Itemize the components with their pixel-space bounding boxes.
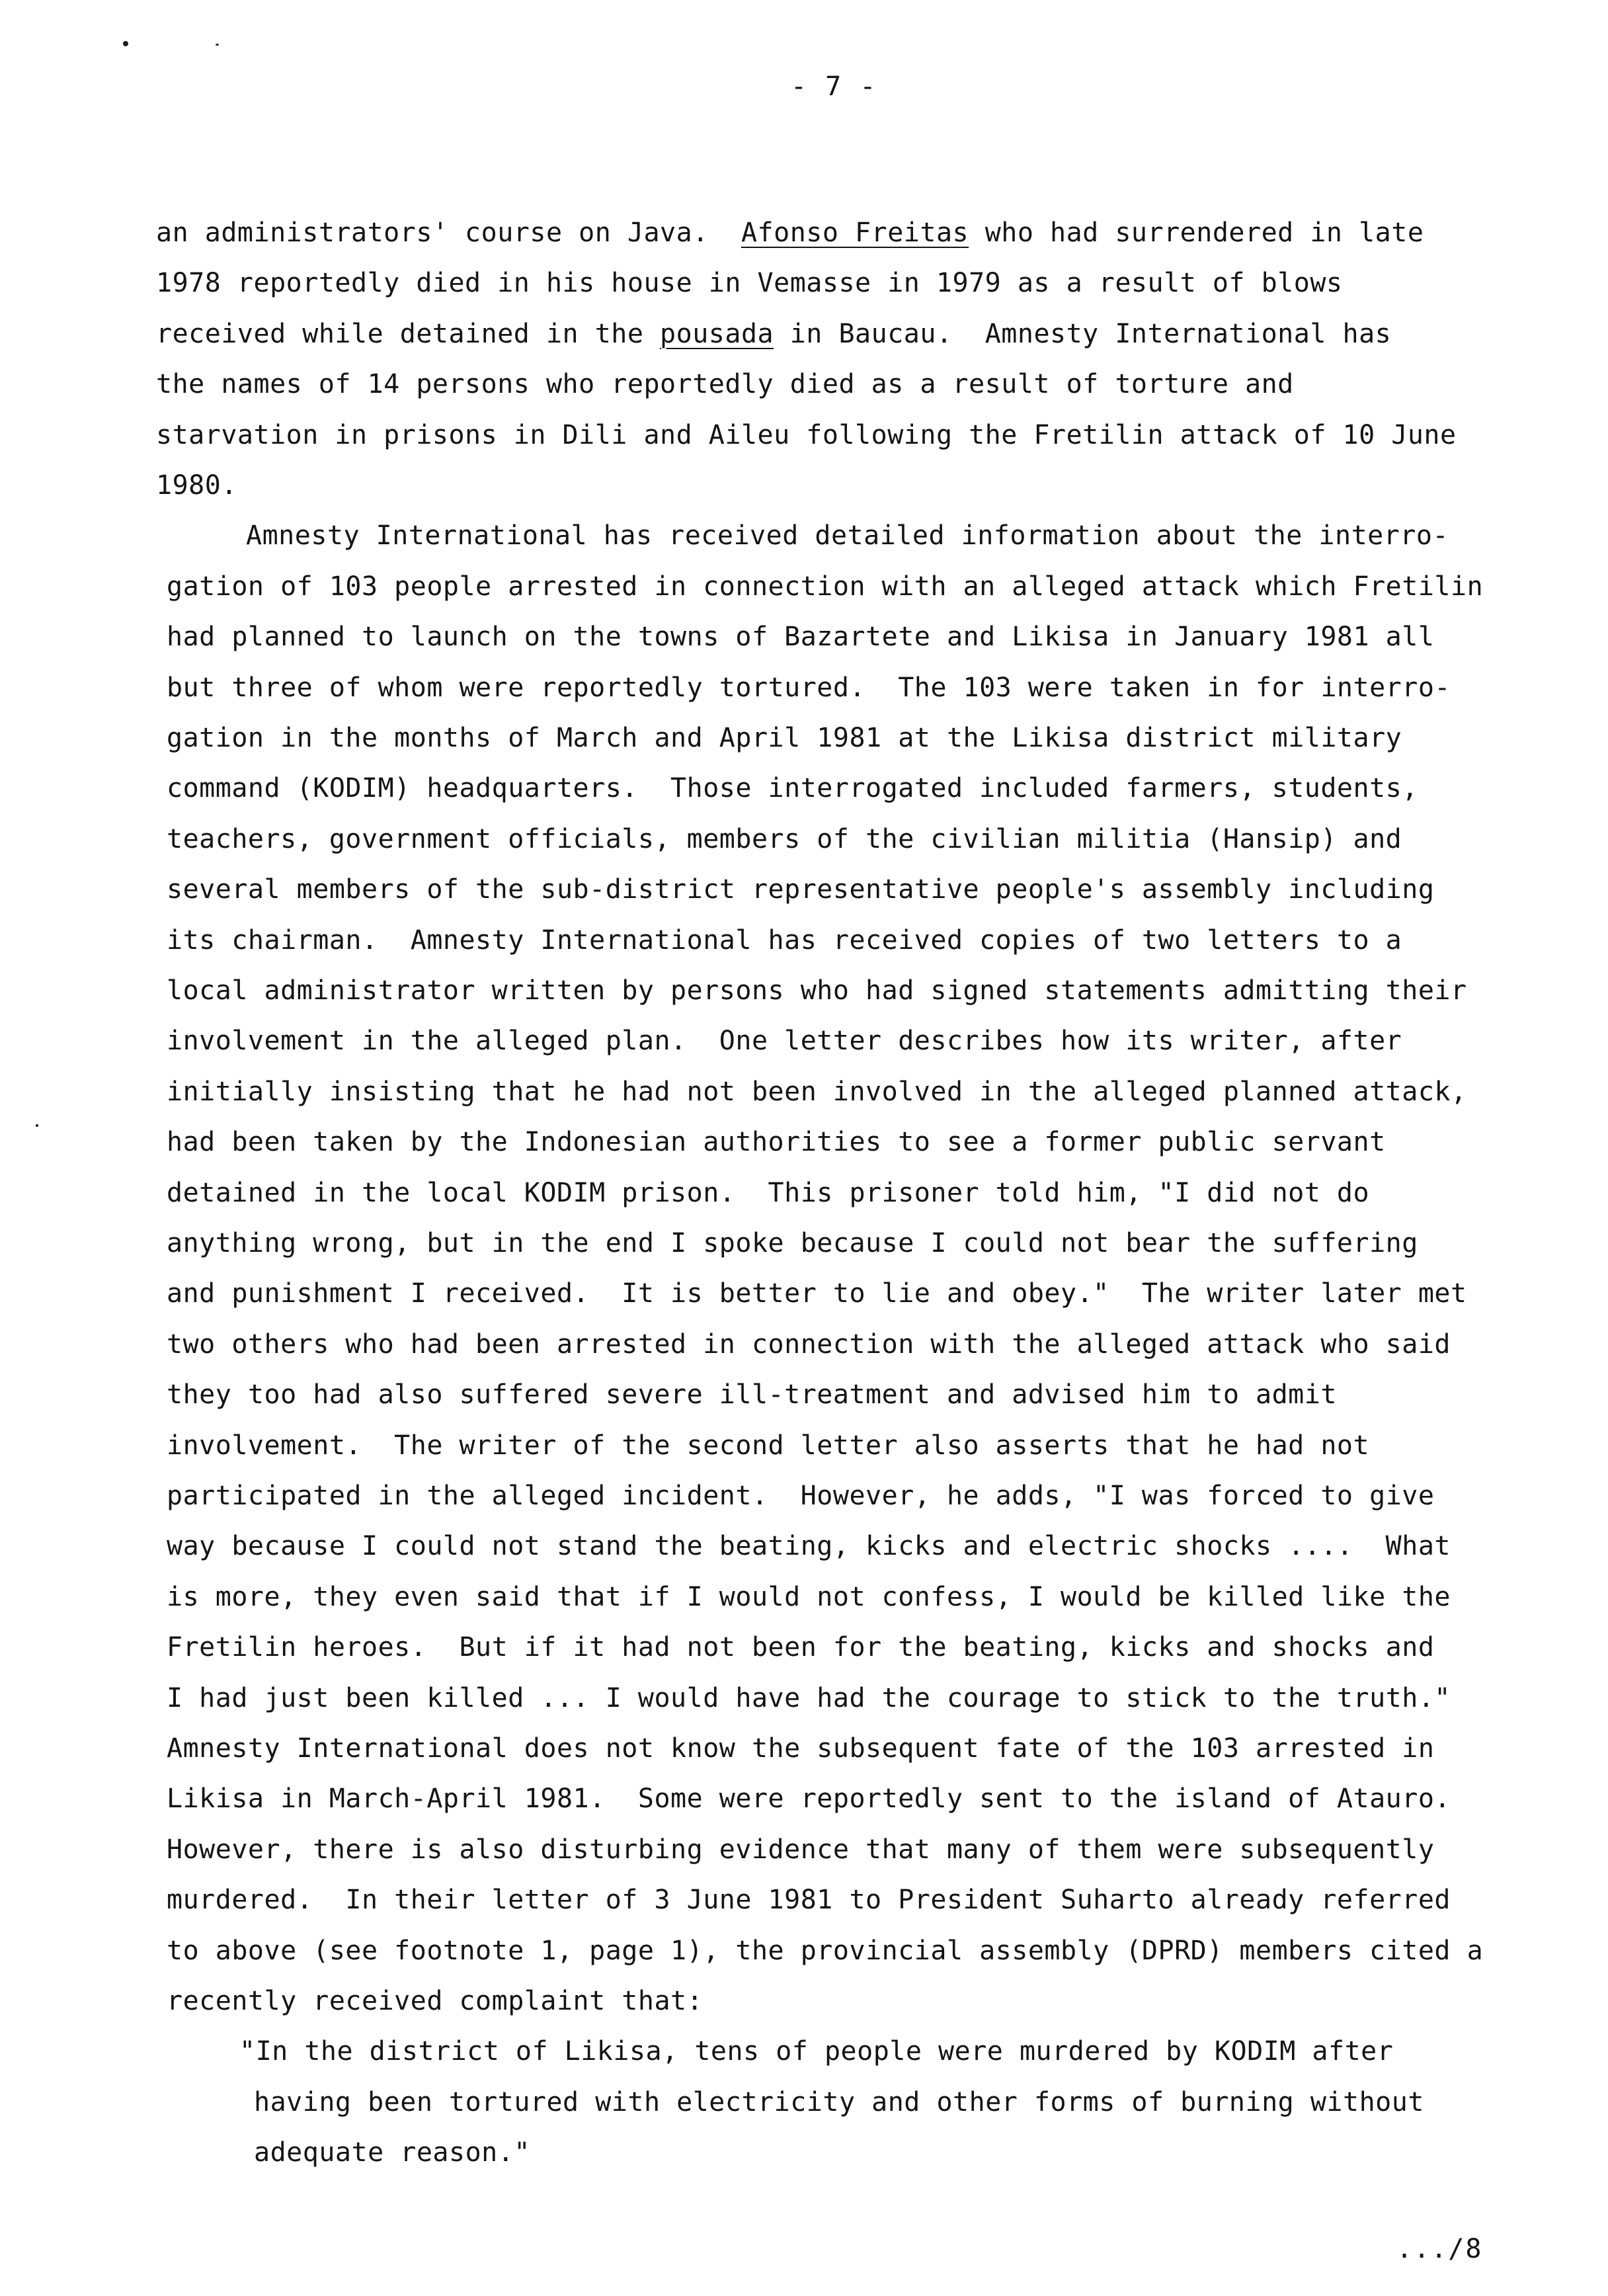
paragraph-2-line: is more, they even said that if I would not confess, I would be killed like the xyxy=(167,1581,1451,1612)
paragraph-2-line: command (KODIM) headquarters. Those interrogated included farmers, students, xyxy=(167,773,1418,804)
paragraph-2-line: Fretilin heroes. But if it had not been for the beating, kicks and shocks and xyxy=(167,1632,1435,1663)
paragraph-2-line: Likisa in March-April 1981. Some were reportedly sent to the island of Atauro. xyxy=(167,1784,1451,1815)
underlined-term: pousada xyxy=(660,318,774,349)
paragraph-2-line: Amnesty International has received detailed information about the interro- xyxy=(246,520,1449,552)
paragraph-2-line: Amnesty International does not know the subsequent fate of the 103 arrested in xyxy=(167,1733,1435,1764)
paragraph-2-line: participated in the alleged incident. However, he adds, "I was forced to give xyxy=(167,1481,1435,1511)
paragraph-2-line: gation in the months of March and April 1981 at the Likisa district military xyxy=(167,723,1402,753)
text-run: who had surrendered in late xyxy=(969,218,1424,248)
text-run: starvation in prisons in Dili and Aileu following the Fretilin attack of 10 June xyxy=(156,419,1457,450)
paragraph-2-line: anything wrong, but in the end I spoke because I could not bear the suffering xyxy=(167,1228,1418,1258)
text-run: received while detained in the xyxy=(156,318,661,349)
paragraph-2-line: and punishment I received. It is better to lie and obey." The writer later met xyxy=(167,1278,1467,1309)
paragraph-1-line xyxy=(156,418,1457,452)
scan-speck xyxy=(216,44,219,46)
paragraph-2-line: had been taken by the Indonesian authorities to see a former public servant xyxy=(167,1127,1386,1158)
paragraph-1-line xyxy=(156,367,1294,401)
text-run: in Baucau. Amnesty International has xyxy=(774,318,1392,349)
text-run: the names of 14 persons who reportedly died as a result of torture and xyxy=(156,369,1294,400)
text-run: an administrators' course on Java. xyxy=(156,218,741,248)
paragraph-1-line xyxy=(156,266,1343,300)
paragraph-1-line xyxy=(156,468,237,503)
paragraph-2-line: murdered. In their letter of 3 June 1981 to President Suharto already referred xyxy=(167,1885,1451,1916)
paragraph-2-line: to above (see footnote 1, page 1), the provincial assembly (DPRD) members cited a xyxy=(167,1935,1484,1966)
quote-line: adequate reason." xyxy=(254,2137,530,2168)
paragraph-2-line: several members of the sub-district representative people's assembly including xyxy=(167,874,1435,905)
paragraph-2-line: two others who had been arrested in connection with the alleged attack who said xyxy=(167,1329,1451,1360)
paragraph-2-line: involvement. The writer of the second letter also asserts that he had not xyxy=(167,1430,1370,1461)
paragraph-2-line: initially insisting that he had not been involved in the alleged planned attack, xyxy=(167,1076,1467,1107)
paragraph-2-line: way because I could not stand the beating, kicks and electric shocks .... What xyxy=(167,1531,1451,1562)
text-run: 1978 reportedly died in his house in Vemasse in 1979 as a result of blows xyxy=(156,268,1343,299)
paragraph-2-line: However, there is also disturbing evidence that many of them were subsequently xyxy=(167,1834,1435,1865)
quote-line: "In the district of Likisa, tens of people were murdered by KODIM after xyxy=(239,2036,1394,2067)
paragraph-1-line xyxy=(156,317,1391,351)
text-run: 1980. xyxy=(156,470,237,501)
quote-line: having been tortured with electricity and other forms of burning without xyxy=(254,2086,1424,2117)
paragraph-2-line: detained in the local KODIM prison. This prisoner told him, "I did not do xyxy=(167,1177,1370,1208)
scan-speck xyxy=(36,1124,38,1127)
underlined-term: Afonso Freitas xyxy=(741,218,969,248)
paragraph-2-line: had planned to launch on the towns of Bazartete and Likisa in January 1981 all xyxy=(167,622,1435,653)
paragraph-2-line: teachers, government officials, members of the civilian militia (Hansip) and xyxy=(167,823,1402,854)
scan-speck xyxy=(123,41,128,46)
paragraph-2-line: but three of whom were reportedly tortured. The 103 were taken in for interro- xyxy=(167,672,1451,703)
paragraph-2-line: recently received complaint that: xyxy=(167,1986,704,2016)
page-number: - 7 - xyxy=(791,71,877,102)
continuation-marker: .../8 xyxy=(1396,2234,1483,2264)
paragraph-2-line: they too had also suffered severe ill-treatment and advised him to admit xyxy=(167,1379,1337,1411)
paragraph-2-line: its chairman. Amnesty International has received copies of two letters to a xyxy=(167,924,1402,956)
paragraph-2-line: involvement in the alleged plan. One letter describes how its writer, after xyxy=(167,1026,1402,1057)
paragraph-2-line: gation of 103 people arrested in connection with an alleged attack which Fretilin xyxy=(167,571,1484,602)
paragraph-2-line: local administrator written by persons who had signed statements admitting their xyxy=(167,975,1467,1006)
paragraph-1-line xyxy=(156,216,1424,250)
paragraph-2-line: I had just been killed ... I would have had the courage to stick to the truth." xyxy=(167,1682,1451,1713)
